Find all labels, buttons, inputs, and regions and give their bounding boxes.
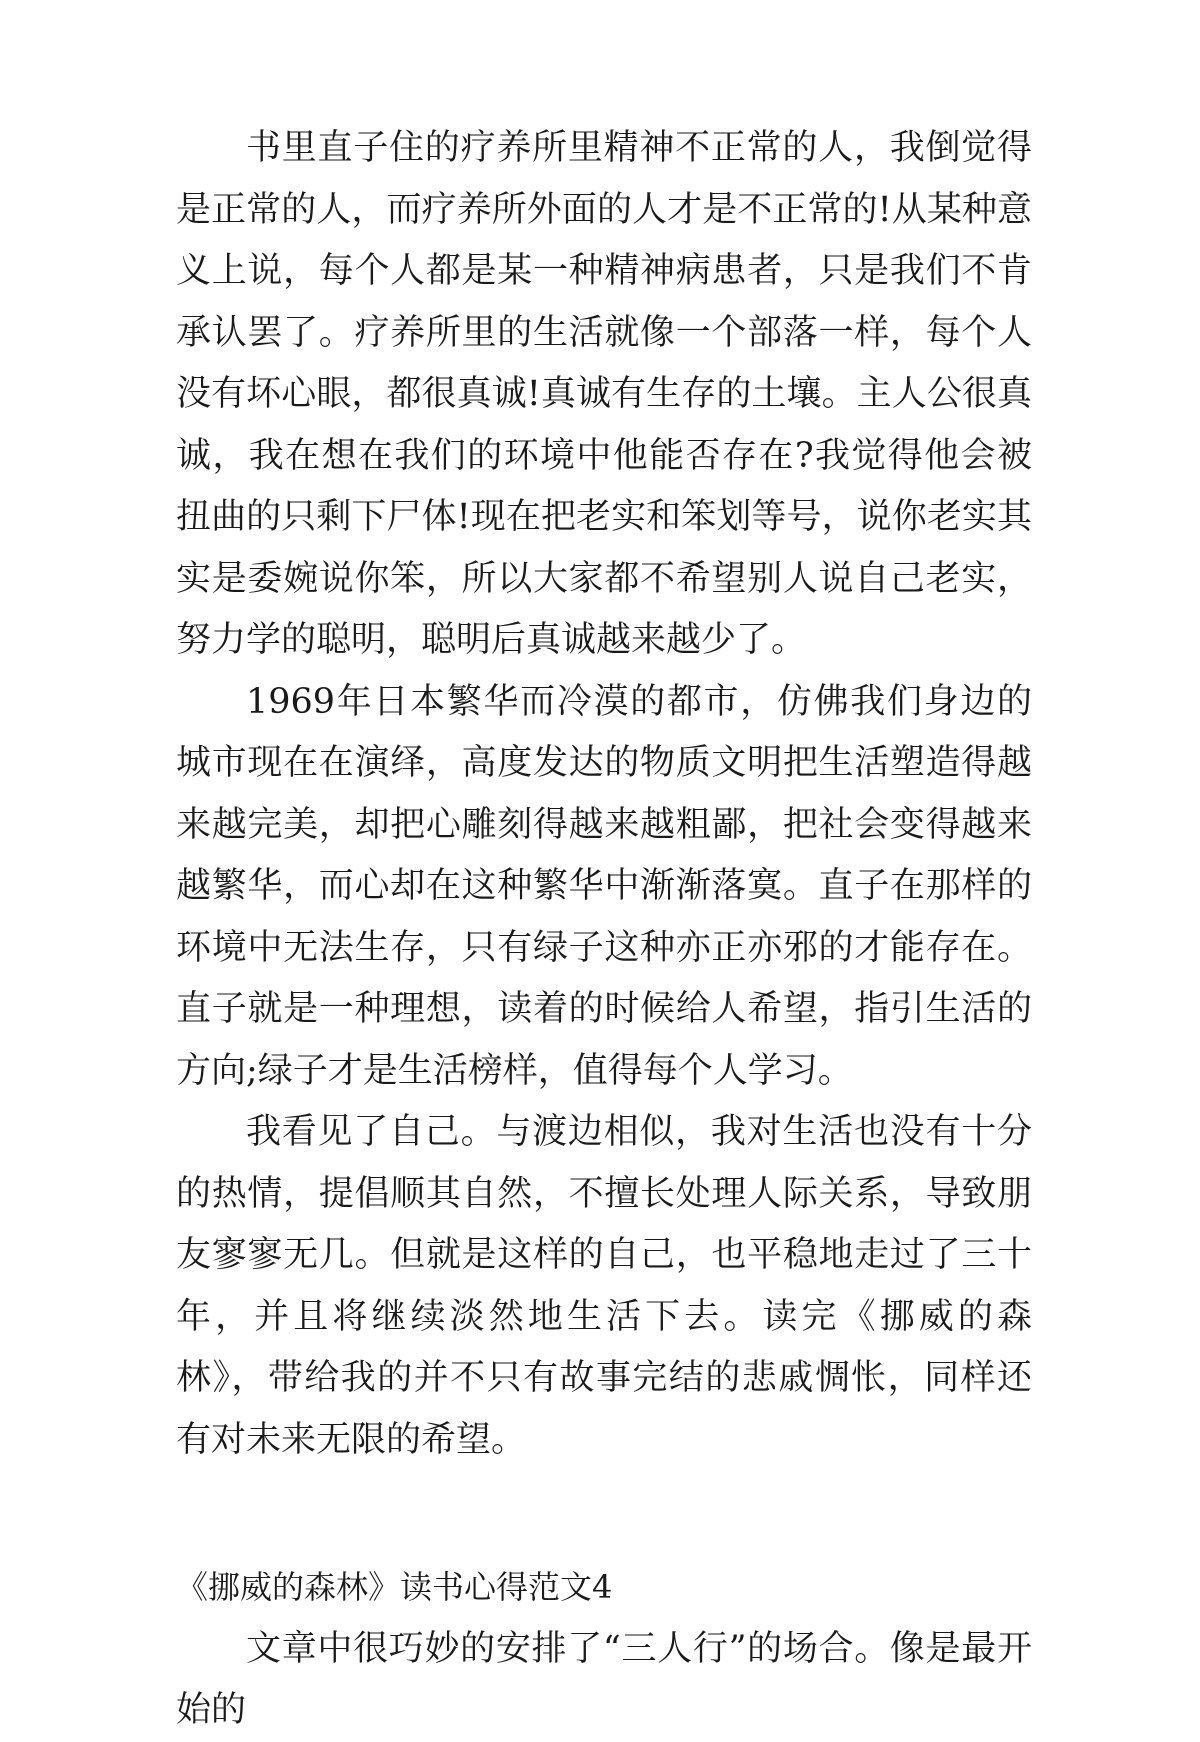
body-paragraph-1: 书里直子住的疗养所里精神不正常的人，我倒觉得是正常的人，而疗养所外面的人才是不正常的!从某种意义上说，每个人都是某一种精神病患者，只是我们不肯承认罢了。疗养所里的生活就像一个部落一样，每个人没有坏心眼，都很真诚!真诚有生存的土壤。主人公很真诚，我在想在我们的环境中他能否存在?我觉得他会被扭曲的只剩下尸体!现在把老实和笨划等号，说你老实其实是委婉说你笨，所以大家都不希望别人说自己老实，努力学的聪明，聪明后真诚越来越少了。 bbox=[176, 128, 1032, 660]
document-body bbox=[176, 118, 1032, 1742]
section-title: 《挪威的森林》读书心得范文4 bbox=[176, 1568, 613, 1606]
body-paragraph-2: 1969年日本繁华而冷漠的都市，仿佛我们身边的城市现在在演绎，高度发达的物质文明把生活塑造得越来越完美，却把心雕刻得越来越粗鄙，把社会变得越来越繁华，而心却在这种繁华中渐渐落寞。直子在那样的环境中无法生存，只有绿子这种亦正亦邪的才能存在。直子就是一种理想，读着的时候给人希望，指引生活的方向;绿子才是生活榜样，值得每个人学习。 bbox=[176, 681, 1032, 1091]
body-paragraph-3: 我看见了自己。与渡边相似，我对生活也没有十分的热情，提倡顺其自然，不擅长处理人际关系，导致朋友寥寥无几。但就是这样的自己，也平稳地走过了三十年，并且将继续淡然地生活下去。读完《挪威的森林》，带给我的并不只有故事完结的悲戚惆怅，同样还有对未来无限的希望。 bbox=[176, 1112, 1032, 1460]
body-paragraph-4: 文章中很巧妙的安排了“三人行”的场合。像是最开始的 bbox=[176, 1628, 1032, 1730]
